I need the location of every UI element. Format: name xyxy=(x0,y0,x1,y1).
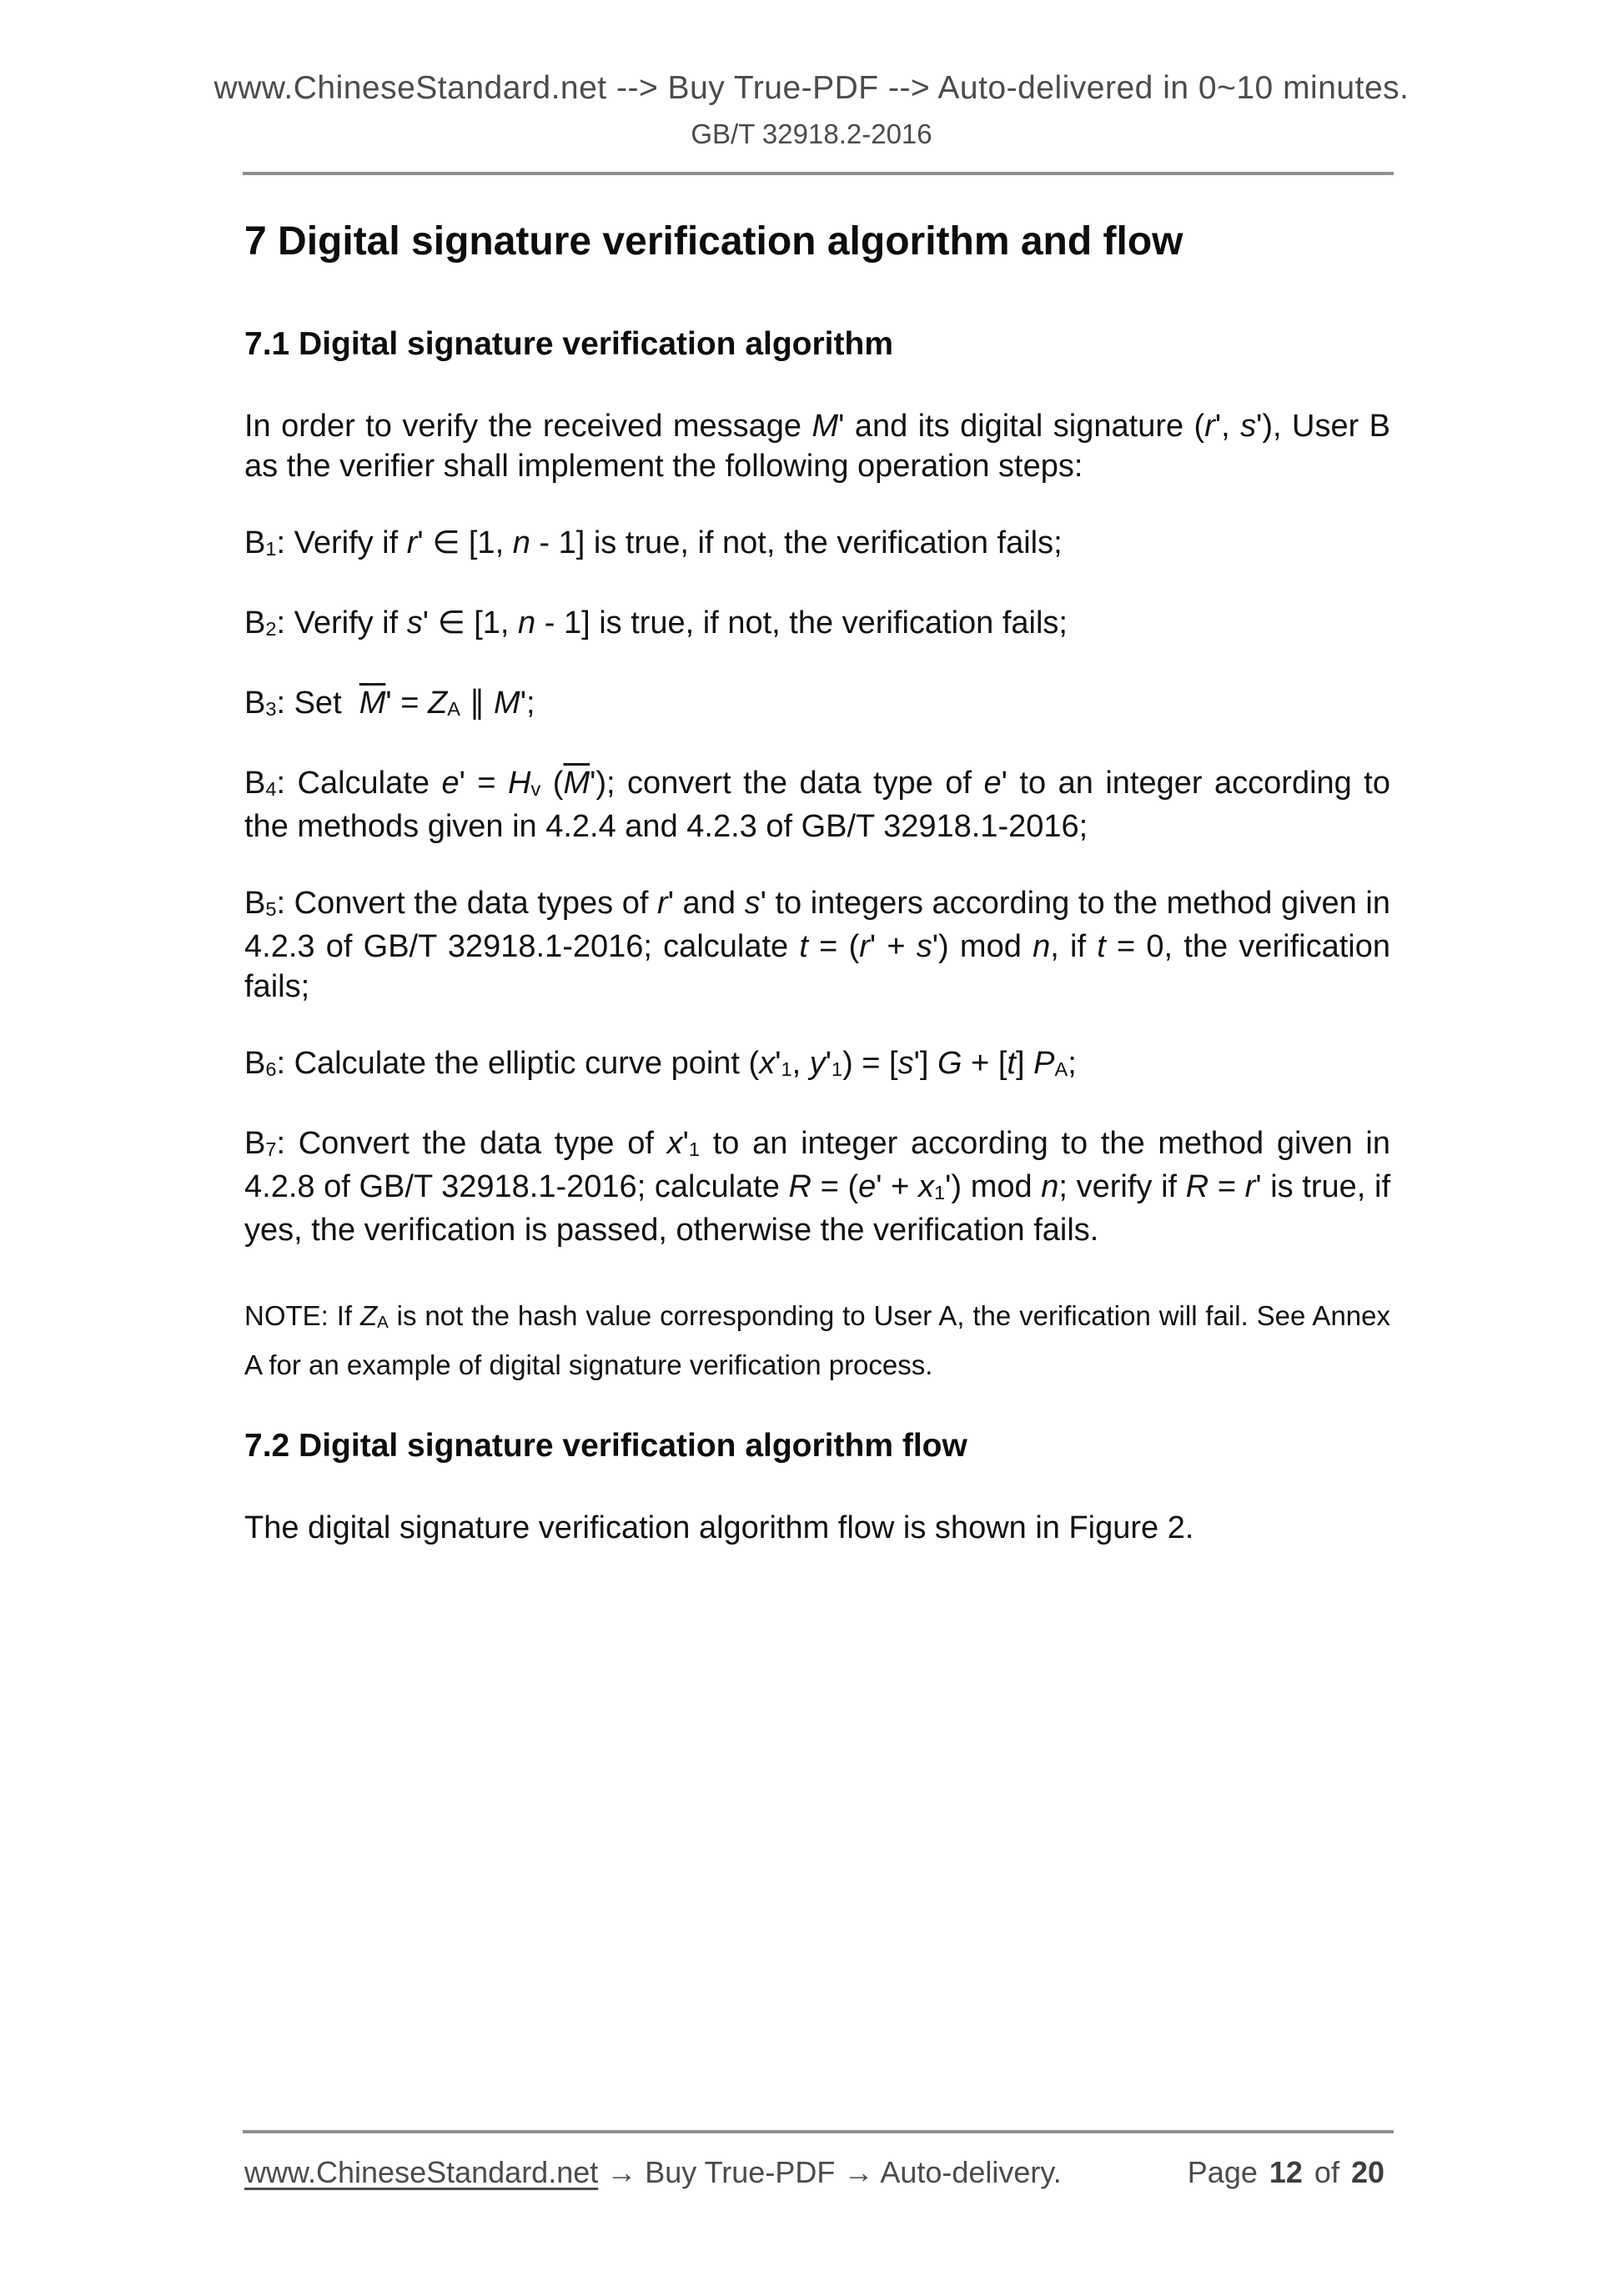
step-b3: B3: Set $\overline{M}'$ = ZA ∥ M'; xyxy=(244,686,535,721)
header-url-line: www.ChineseStandard.net --> Buy True-PDF --> Auto-delivered in 0~10 minutes. xyxy=(214,70,1409,106)
section-7-title: 7 Digital signature verification algorithm and flow xyxy=(244,219,1183,264)
page-total: 20 xyxy=(1350,2155,1384,2189)
page-current: 12 xyxy=(1269,2155,1303,2189)
footer-promo-line xyxy=(244,2153,1062,2192)
section-7-2-heading: 7.2 Digital signature verification algorithm flow xyxy=(244,1428,967,1464)
footer-promo-text: → Buy True-PDF → Auto-delivery. xyxy=(598,2155,1062,2189)
step-b7: B7: Convert the data type of x'1 to an integer according to the method given in 4.2.8 of GB/T 32918.1-2016; calculate R = (e' + x1') mod n; verify if R = r' is true, if yes, the verification is passed, otherwise the verification fails. xyxy=(244,1126,1391,1248)
section-7-1-heading: 7.1 Digital signature verification algorithm xyxy=(244,326,894,362)
footer-divider xyxy=(243,2130,1394,2133)
note-paragraph: NOTE: If ZA is not the hash value corresponding to User A, the verification will fail. See Annex A for an example of digital signature verification process. xyxy=(244,1300,1391,1380)
step-b1: B1: Verify if r' ∈ [1, n - 1] is true, if not, the verification fails; xyxy=(244,525,1063,560)
step-b6: B6: Calculate the elliptic curve point (x'1, y'1) = [s'] G + [t] PA; xyxy=(244,1046,1077,1081)
figure-reference-paragraph: The digital signature verification algorithm flow is shown in Figure 2. xyxy=(244,1510,1194,1545)
footer xyxy=(244,2153,1384,2192)
footer-site-link[interactable]: www.ChineseStandard.net xyxy=(244,2155,599,2189)
page-label: Page xyxy=(1187,2155,1258,2189)
step-b5: B5: Convert the data types of r' and s' to integers according to the method given in 4.2.3 of GB/T 32918.1-2016; calculate t = (r' + s') mod n, if t = 0, the verification fails; xyxy=(244,886,1390,1004)
page-of-label: of xyxy=(1314,2155,1339,2189)
intro-paragraph: In order to verify the received message M' and its digital signature (r', s'), User B as the verifier shall implement the following operation steps: xyxy=(244,409,1390,484)
step-b4: B4: Calculate e' = Hv $(\overline{M}')$; convert the data type of e' to an integer according to the methods given in 4.2.4 and 4.2.3 of GB/T 32918.1-2016; xyxy=(244,766,1390,844)
header-doc-number: GB/T 32918.2-2016 xyxy=(691,118,932,149)
document-body xyxy=(244,174,1390,1548)
page-indicator xyxy=(1188,2153,1384,2192)
step-b2: B2: Verify if s' ∈ [1, n - 1] is true, if not, the verification fails; xyxy=(244,605,1068,641)
